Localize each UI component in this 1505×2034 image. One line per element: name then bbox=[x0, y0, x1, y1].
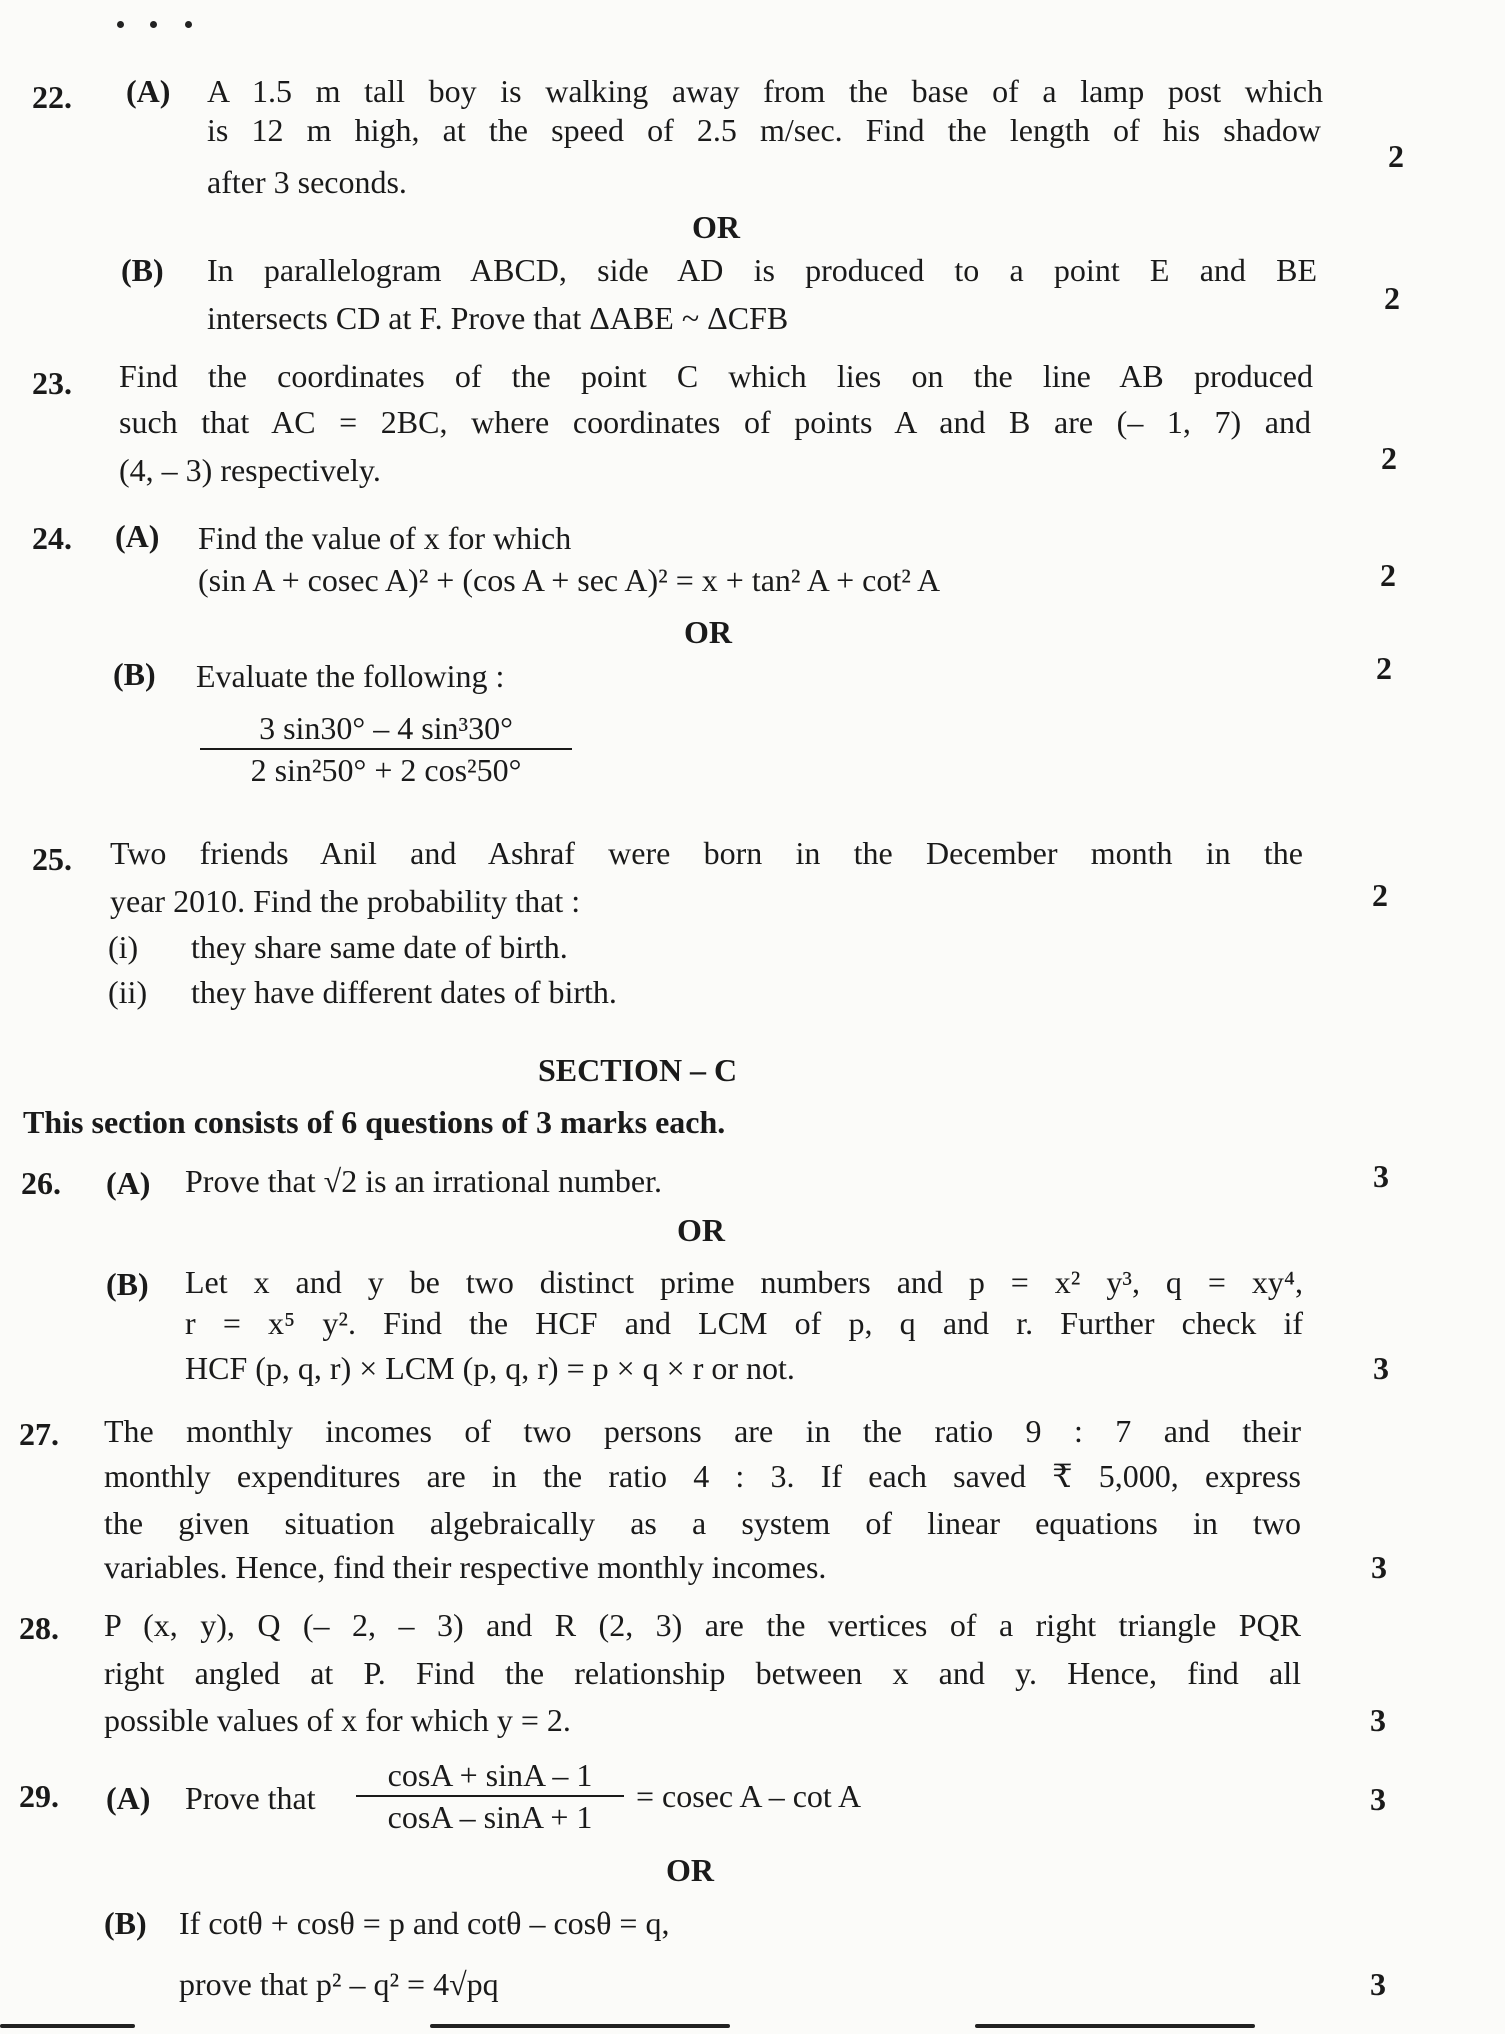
part-label: (B) bbox=[104, 1905, 147, 1941]
question-number: 26. bbox=[21, 1165, 61, 1201]
fraction-bar bbox=[200, 748, 572, 750]
marks: 3 bbox=[1370, 1702, 1386, 1738]
text-line: Find the value of x for which bbox=[198, 520, 572, 556]
or-divider: OR bbox=[692, 209, 740, 245]
text-line: intersects CD at F. Prove that ΔABE ~ ΔCFB bbox=[207, 300, 789, 336]
or-divider: OR bbox=[684, 614, 732, 650]
marks: 2 bbox=[1376, 650, 1392, 686]
text-line: they have different dates of birth. bbox=[191, 974, 617, 1010]
marks: 3 bbox=[1371, 1549, 1387, 1585]
text-line: (4, – 3) respectively. bbox=[119, 452, 381, 488]
text-line: P (x, y), Q (– 2, – 3) and R (2, 3) are the vertices of a right triangle PQR bbox=[104, 1607, 1301, 1643]
part-label: (A) bbox=[126, 73, 171, 109]
section-subtitle: This section consists of 6 questions of 3 marks each. bbox=[23, 1104, 726, 1140]
text-line: A 1.5 m tall boy is walking away from the base of a lamp post which bbox=[207, 73, 1323, 109]
text-line: such that AC = 2BC, where coordinates of points A and B are (– 1, 7) and bbox=[119, 404, 1311, 440]
fraction bbox=[200, 710, 572, 788]
part-label: (ii) bbox=[108, 974, 148, 1010]
part-label: (B) bbox=[113, 656, 156, 692]
text-line: If cotθ + cosθ = p and cotθ – cosθ = q, bbox=[179, 1905, 670, 1941]
text-line: Evaluate the following : bbox=[196, 658, 505, 694]
text-line: r = x⁵ y². Find the HCF and LCM of p, q and r. Further check if bbox=[185, 1305, 1303, 1341]
text-line: The monthly incomes of two persons are in the ratio 9 : 7 and their bbox=[104, 1413, 1301, 1449]
marks: 3 bbox=[1370, 1781, 1386, 1817]
text-line: Find the coordinates of the point C which lies on the line AB produced bbox=[119, 358, 1313, 394]
question-number: 25. bbox=[32, 841, 72, 877]
denominator: cosA – sinA + 1 bbox=[387, 1799, 593, 1835]
text-line: right angled at P. Find the relationship between x and y. Hence, find all bbox=[104, 1655, 1301, 1691]
marks: 2 bbox=[1381, 440, 1397, 476]
question-number: 22. bbox=[32, 79, 72, 115]
part-label: (A) bbox=[106, 1165, 151, 1201]
dot bbox=[117, 21, 124, 28]
marks: 2 bbox=[1384, 280, 1400, 316]
marks: 2 bbox=[1388, 138, 1404, 174]
marks: 3 bbox=[1373, 1350, 1389, 1386]
part-label: (A) bbox=[115, 518, 160, 554]
denominator: 2 sin²50° + 2 cos²50° bbox=[250, 752, 522, 788]
text-line: after 3 seconds. bbox=[207, 164, 407, 200]
text-line: the given situation algebraically as a system of linear equations in two bbox=[104, 1505, 1301, 1541]
dot bbox=[185, 21, 192, 28]
or-divider: OR bbox=[666, 1852, 714, 1888]
part-label: (A) bbox=[106, 1780, 151, 1816]
fraction bbox=[356, 1757, 624, 1835]
divider bbox=[0, 2024, 135, 2028]
question-number: 27. bbox=[19, 1416, 59, 1452]
equation: = cosec A – cot A bbox=[636, 1778, 862, 1814]
text-line: Prove that bbox=[185, 1780, 316, 1816]
section-title: SECTION – C bbox=[538, 1052, 738, 1088]
text-line: monthly expenditures are in the ratio 4 : 3. If each saved ₹ 5,000, express bbox=[104, 1458, 1301, 1494]
text-line: Two friends Anil and Ashraf were born in the December month in the bbox=[110, 835, 1303, 871]
text-line: Prove that √2 is an irrational number. bbox=[185, 1163, 663, 1199]
fraction-bar bbox=[356, 1795, 624, 1797]
marks: 3 bbox=[1370, 1966, 1386, 2002]
text-line: variables. Hence, find their respective monthly incomes. bbox=[104, 1549, 827, 1585]
divider bbox=[975, 2024, 1255, 2028]
question-number: 23. bbox=[32, 365, 72, 401]
text-line: prove that p² – q² = 4√pq bbox=[179, 1966, 499, 2002]
or-divider: OR bbox=[677, 1212, 725, 1248]
question-number: 28. bbox=[19, 1610, 59, 1646]
text-line: HCF (p, q, r) × LCM (p, q, r) = p × q × r or not. bbox=[185, 1350, 795, 1386]
text-line: year 2010. Find the probability that : bbox=[110, 883, 581, 919]
part-label: (B) bbox=[106, 1266, 149, 1302]
marks: 3 bbox=[1373, 1158, 1389, 1194]
text-line: Let x and y be two distinct prime numbers and p = x² y³, q = xy⁴, bbox=[185, 1264, 1303, 1300]
divider bbox=[430, 2024, 730, 2028]
dot bbox=[150, 21, 157, 28]
text-line: is 12 m high, at the speed of 2.5 m/sec. Find the length of his shadow bbox=[207, 112, 1321, 148]
marks: 2 bbox=[1372, 877, 1388, 913]
question-number: 29. bbox=[19, 1778, 59, 1814]
numerator: cosA + sinA – 1 bbox=[387, 1757, 593, 1793]
equation: (sin A + cosec A)² + (cos A + sec A)² = x + tan² A + cot² A bbox=[198, 562, 941, 598]
part-label: (i) bbox=[108, 929, 139, 965]
numerator: 3 sin30° – 4 sin³30° bbox=[259, 710, 513, 746]
marks: 2 bbox=[1380, 557, 1396, 593]
text-line: In parallelogram ABCD, side AD is produced to a point E and BE bbox=[207, 252, 1317, 288]
part-label: (B) bbox=[121, 252, 164, 288]
question-number: 24. bbox=[32, 520, 72, 556]
text-line: possible values of x for which y = 2. bbox=[104, 1702, 571, 1738]
text-line: they share same date of birth. bbox=[191, 929, 568, 965]
